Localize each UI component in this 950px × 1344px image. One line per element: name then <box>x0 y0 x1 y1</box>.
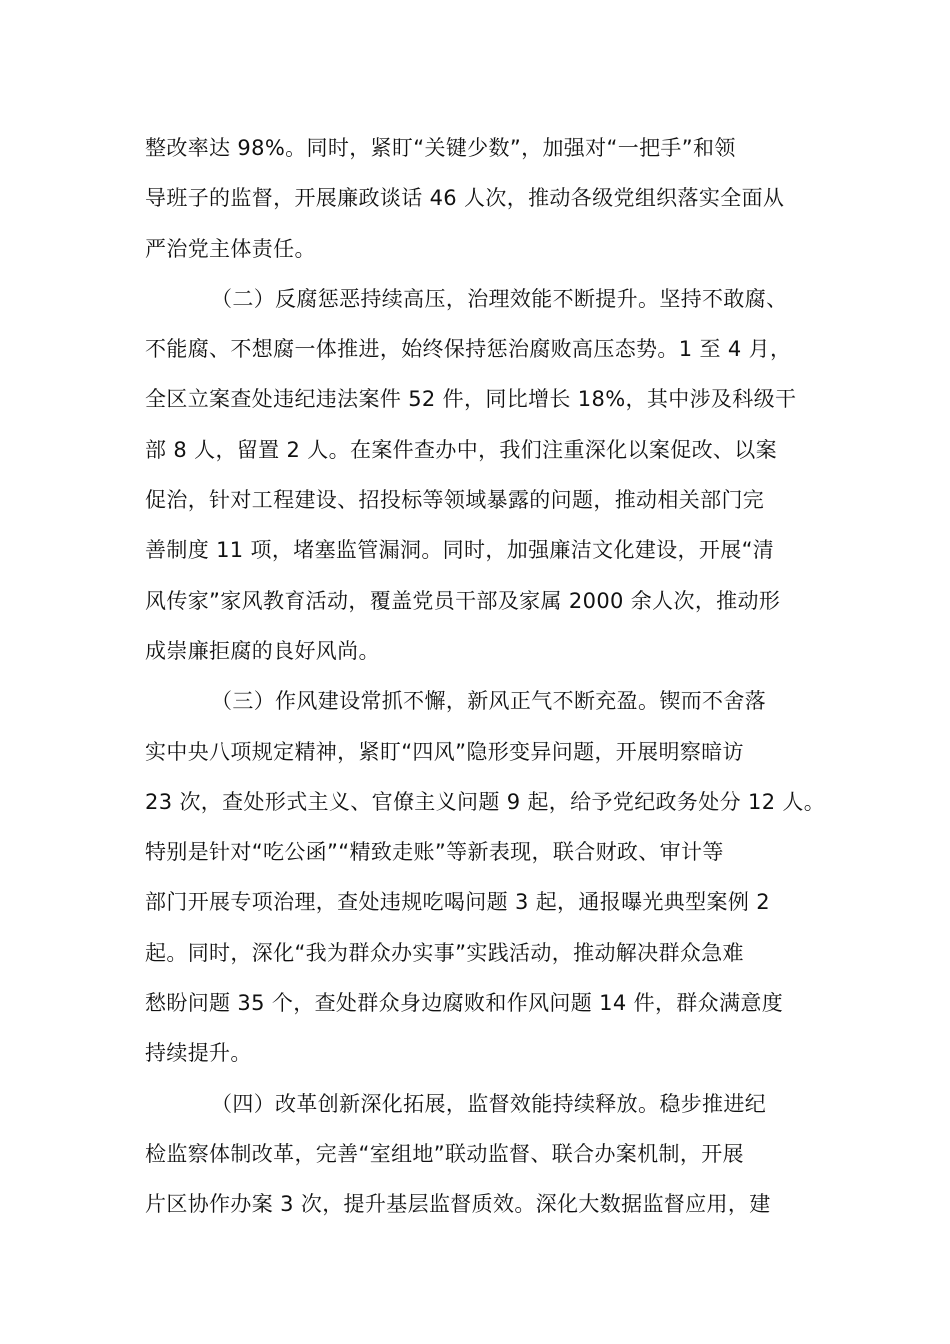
text-line: 片区协作办案 3 次，提升基层监督质效。深化大数据监督应用，建 <box>145 1192 771 1217</box>
text-line: 成崇廉拒腐的良好风尚。 <box>145 638 380 663</box>
text-line: 愁盼问题 35 个，查处群众身边腐败和作风问题 14 件，群众满意度 <box>145 991 784 1016</box>
text-line: 风传家”家风教育活动，覆盖党员干部及家属 2000 余人次，推动形 <box>145 588 781 613</box>
text-line: 严治党主体责任。 <box>145 236 316 261</box>
text-line: 导班子的监督，开展廉政谈话 46 人次，推动各级党组织落实全面从 <box>145 186 785 211</box>
text-line: 检监察体制改革，完善“室组地”联动监督、联合办案机制，开展 <box>145 1141 744 1166</box>
text-line: 实中央八项规定精神，紧盯“四风”隐形变异问题，开展明察暗访 <box>145 739 744 764</box>
text-line: 促治，针对工程建设、招投标等领域暴露的问题，推动相关部门完 <box>145 488 765 513</box>
section-heading-line: （二）反腐惩恶持续高压，治理效能不断提升。坚持不敢腐、 <box>211 286 788 311</box>
text-line: 持续提升。 <box>145 1041 252 1066</box>
text-line: 部 8 人，留置 2 人。在案件查办中，我们注重深化以案促改、以案 <box>145 437 777 462</box>
section-heading-line: （三）作风建设常抓不懈，新风正气不断充盈。锲而不舍落 <box>211 689 767 714</box>
text-line: 整改率达 98%。同时，紧盯“关键少数”，加强对“一把手”和领 <box>145 136 736 160</box>
text-line: 23 次，查处形式主义、官僚主义问题 9 起，给予党纪政务处分 12 人。 <box>145 789 826 814</box>
text-line: 全区立案查处违纪违法案件 52 件，同比增长 18%，其中涉及科级干 <box>145 387 797 412</box>
section-heading-line: （四）改革创新深化拓展，监督效能持续释放。稳步推进纪 <box>211 1091 767 1116</box>
document-body <box>145 123 826 1230</box>
text-line: 部门开展专项治理，查处违规吃喝问题 3 起，通报曝光典型案例 2 <box>145 890 770 915</box>
text-line: 起。同时，深化“我为群众办实事”实践活动，推动解决群众急难 <box>145 940 744 965</box>
text-line: 不能腐、不想腐一体推进，始终保持惩治腐败高压态势。1 至 4 月， <box>145 337 792 362</box>
text-line: 特别是针对“吃公函”“精致走账”等新表现，联合财政、审计等 <box>145 840 724 865</box>
text-line: 善制度 11 项，堵塞监管漏洞。同时，加强廉洁文化建设，开展“清 <box>145 538 775 563</box>
